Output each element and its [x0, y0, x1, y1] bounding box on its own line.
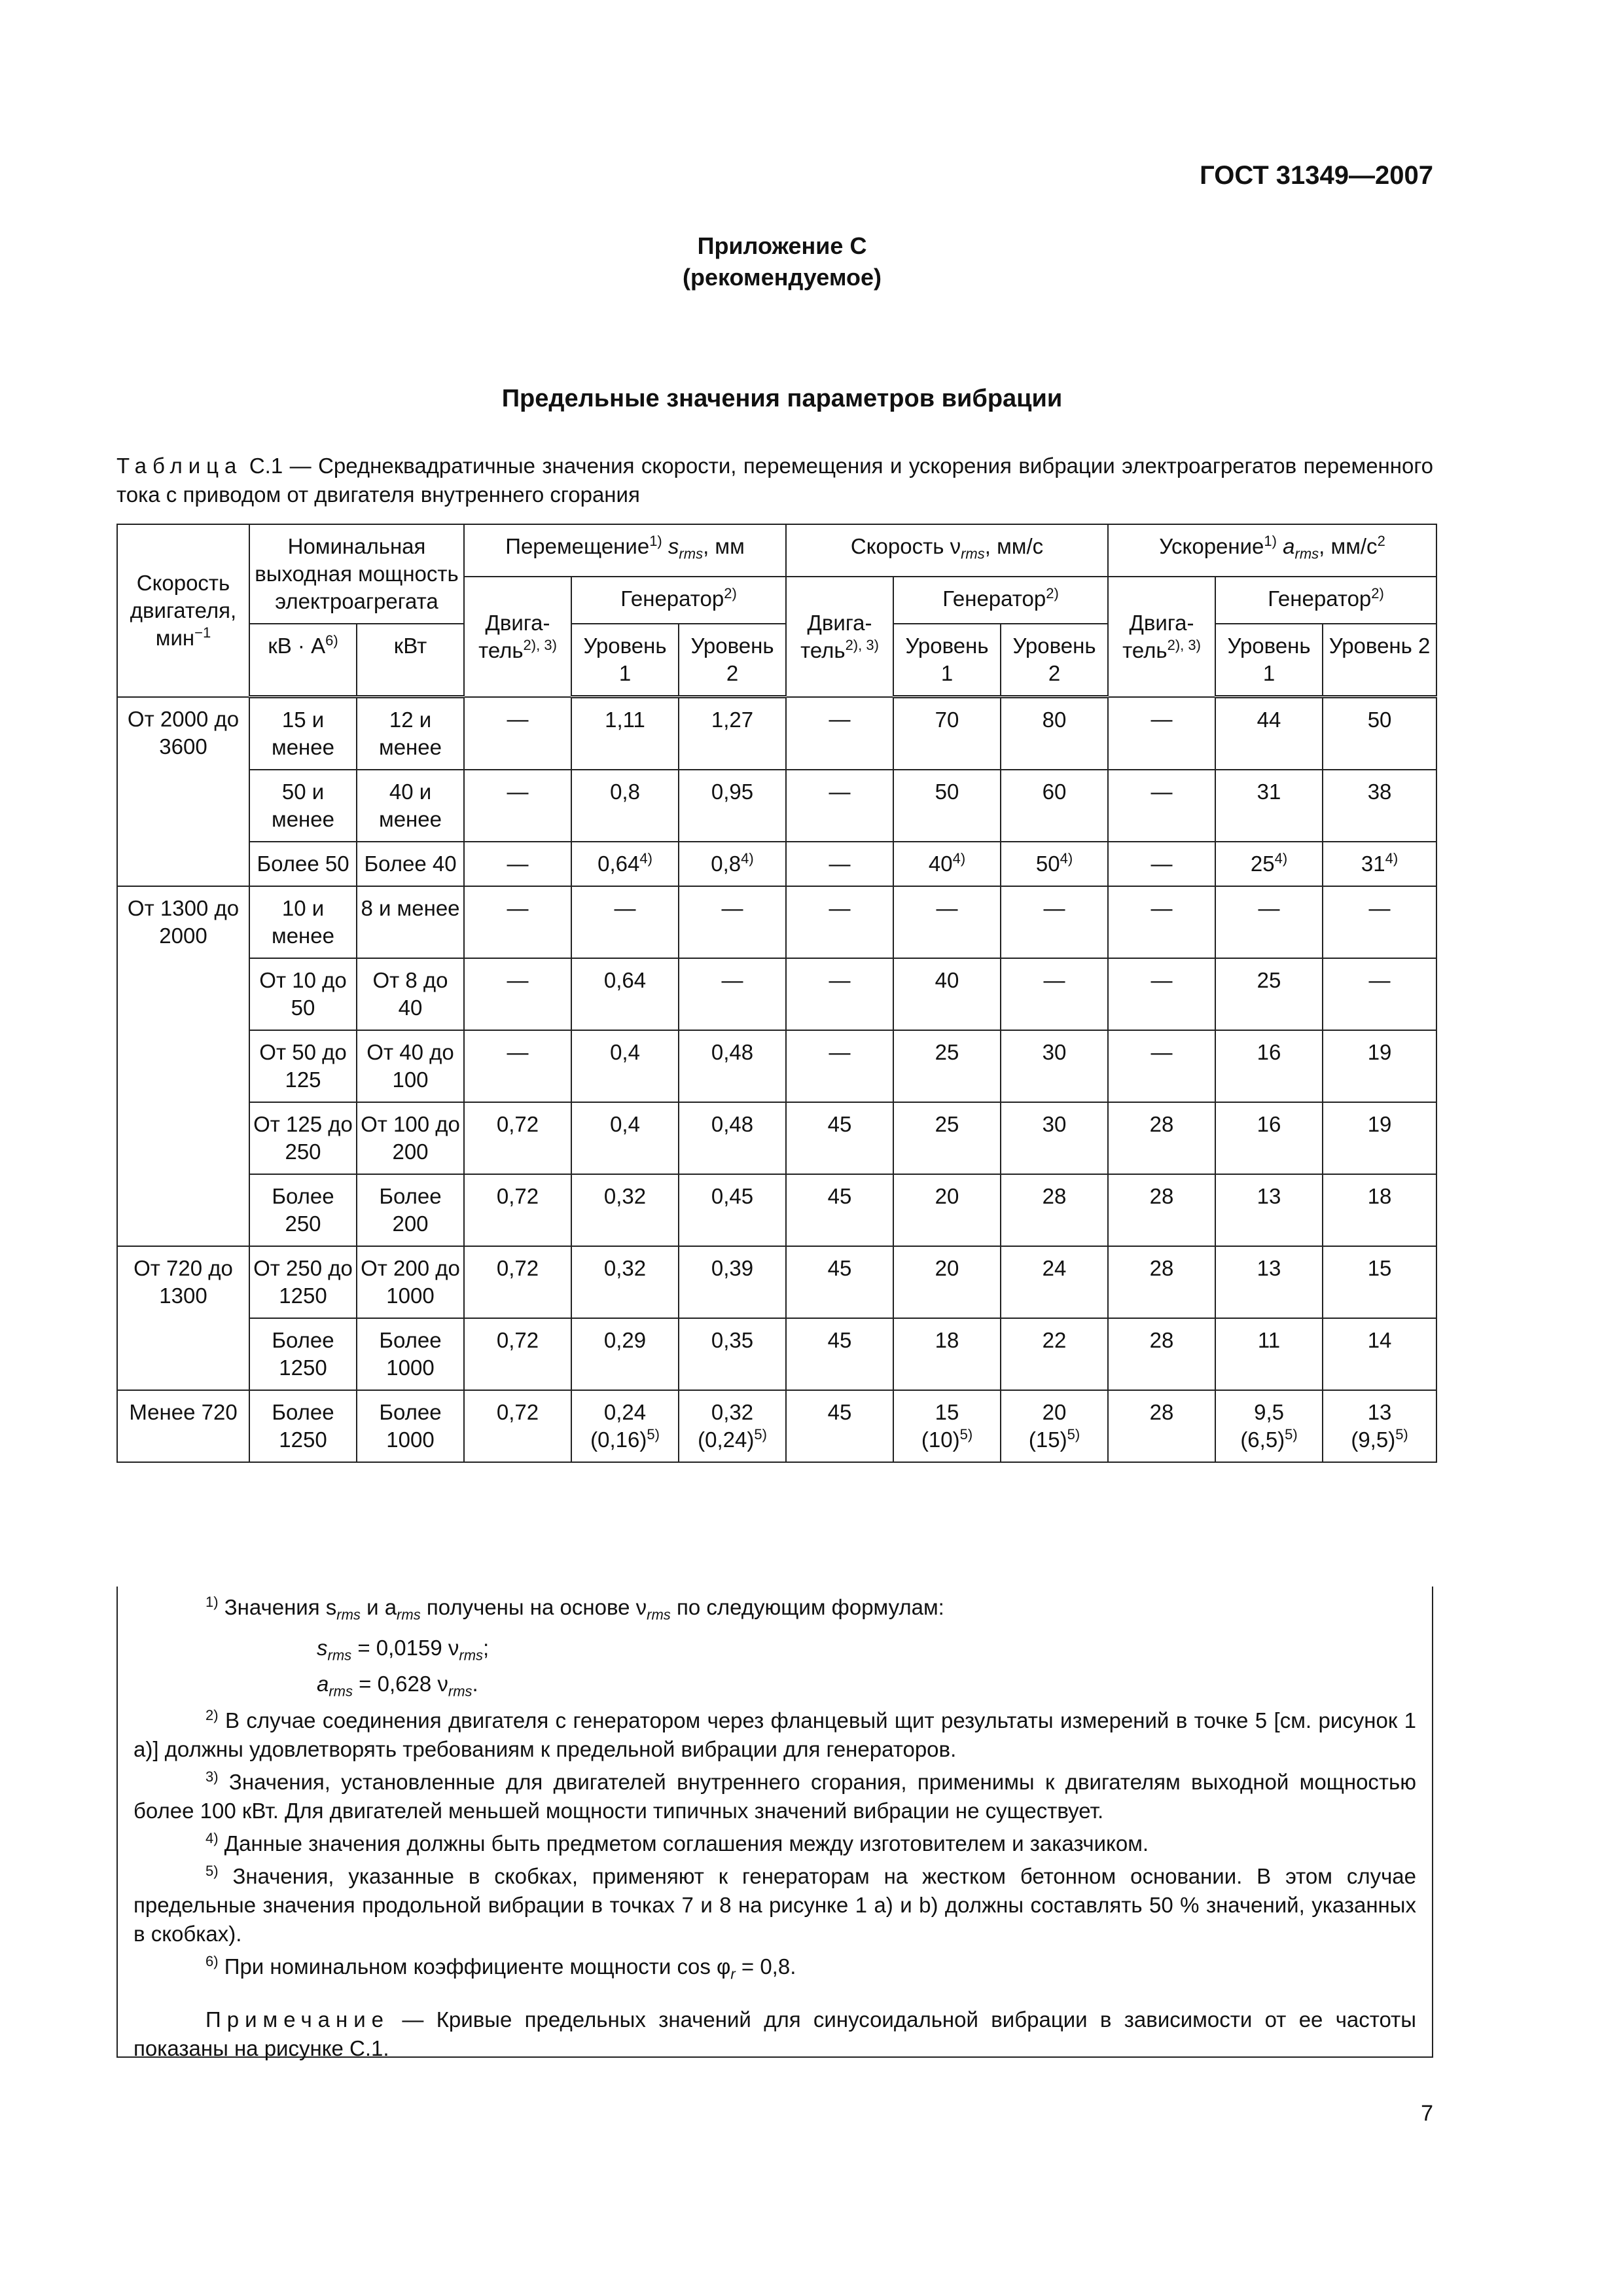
value-cell: 0,72 [464, 1390, 571, 1462]
value-cell: — [1323, 886, 1436, 958]
power-kva-cell: Более 50 [249, 842, 357, 886]
table-row [117, 770, 1436, 842]
header-generator-displacement: Генератор$^{2)}$ [571, 577, 786, 624]
power-kw-cell: От 200 до 1000 [357, 1246, 464, 1318]
value-cell: 0,72 [464, 1318, 571, 1390]
power-kw-cell: От 8 до 40 [357, 958, 464, 1030]
value-cell: 0,95 [679, 770, 786, 842]
table-row [117, 697, 1436, 770]
header-engine-speed: Скорость двигателя, мин$^{-1}$ [117, 524, 249, 697]
table-row [117, 1174, 1436, 1246]
value-cell: — [464, 842, 571, 886]
header-velocity: Скорость $\nu_{rms}$, мм/с [786, 524, 1108, 577]
formula-displacement: $s_{rms} = 0,0159$ $\nu_{rms}$; [317, 1635, 490, 1664]
header-engine-acceleration: Двига-тель$^{2), 3)}$ [1108, 577, 1215, 697]
value-cell: 0,24 $(0,16)^{5)}$ [571, 1390, 679, 1462]
value-cell: 45 [786, 1390, 893, 1462]
table-remark: Примечание — Кривые предельных значений для синусоидальной вибрации в зависимости от ее частоты показаны на рисунке С.1. [134, 2007, 1416, 2061]
value-cell: 28 [1001, 1174, 1108, 1246]
value-cell: 0,4 [571, 1030, 679, 1102]
page-number: 7 [1421, 2101, 1433, 2126]
value-cell: 0,39 [679, 1246, 786, 1318]
value-cell: — [1323, 958, 1436, 1030]
power-kw-cell: 8 и менее [357, 886, 464, 958]
value-cell: — [786, 697, 893, 770]
footnote-1: $^{1)}$ Значения $s_{rms}$ и $a_{rms}$ получены на основе $\nu_{rms}$ по следующим формулам: [205, 1594, 944, 1623]
caption-label: Таблица [116, 454, 243, 478]
table-row [117, 1030, 1436, 1102]
power-kva-cell: От 50 до 125 [249, 1030, 357, 1102]
table-row [117, 958, 1436, 1030]
value-cell: 44 [1215, 697, 1323, 770]
power-kva-cell: Более 250 [249, 1174, 357, 1246]
value-cell: 0,48 [679, 1102, 786, 1174]
value-cell: 20 $(15)^{5)}$ [1001, 1390, 1108, 1462]
table-row [117, 1390, 1436, 1462]
table-row [117, 1102, 1436, 1174]
table-footnotes [116, 1587, 1433, 2061]
value-cell: 28 [1108, 1102, 1215, 1174]
footnote-5: $^{5)}$ Значения, указанные в скобках, применяют к генераторам на жестком бетонном основании. В этом случае предельные значения продольной вибрации в точках 7 и 8 на рисунке 1 а) и b) должны составлять 50 % значений, указанных в скобках). [134, 1862, 1416, 1946]
engine-speed-cell: Менее 720 [117, 1390, 249, 1462]
value-cell: 50$^{4)}$ [1001, 842, 1108, 886]
annex-title: Приложение С [697, 232, 867, 259]
power-kw-cell: От 40 до 100 [357, 1030, 464, 1102]
annex-status: (рекомендуемое) [683, 264, 882, 291]
value-cell: 24 [1001, 1246, 1108, 1318]
power-kw-cell: Более 1000 [357, 1390, 464, 1462]
value-cell: 30 [1001, 1030, 1108, 1102]
power-kw-cell: От 100 до 200 [357, 1102, 464, 1174]
header-generator-acceleration: Генератор$^{2)}$ [1215, 577, 1436, 624]
value-cell: 45 [786, 1318, 893, 1390]
value-cell: 38 [1323, 770, 1436, 842]
power-kva-cell: 50 и менее [249, 770, 357, 842]
value-cell: 20 [893, 1174, 1001, 1246]
header-level-1: Уровень 1 [893, 624, 1001, 697]
value-cell: 0,4 [571, 1102, 679, 1174]
value-cell: 50 [893, 770, 1001, 842]
value-cell: 28 [1108, 1246, 1215, 1318]
value-cell: 0,64$^{4)}$ [571, 842, 679, 886]
value-cell: 28 [1108, 1318, 1215, 1390]
value-cell: — [1108, 1030, 1215, 1102]
value-cell: — [1215, 886, 1323, 958]
value-cell: 60 [1001, 770, 1108, 842]
power-kva-cell: От 125 до 250 [249, 1102, 357, 1174]
value-cell: 20 [893, 1246, 1001, 1318]
value-cell: 0,72 [464, 1174, 571, 1246]
value-cell: 25$^{4)}$ [1215, 842, 1323, 886]
table-row [117, 1318, 1436, 1390]
value-cell: 19 [1323, 1030, 1436, 1102]
engine-speed-cell: От 720 до 1300 [117, 1246, 249, 1390]
table-row [117, 1246, 1436, 1318]
value-cell: 19 [1323, 1102, 1436, 1174]
value-cell: 45 [786, 1102, 893, 1174]
value-cell: 25 [893, 1102, 1001, 1174]
header-level-1: Уровень 1 [571, 624, 679, 697]
value-cell: 25 [893, 1030, 1001, 1102]
value-cell: — [1001, 886, 1108, 958]
power-kva-cell: Более 1250 [249, 1318, 357, 1390]
value-cell: 0,72 [464, 1102, 571, 1174]
value-cell: 0,8 [571, 770, 679, 842]
value-cell: — [1108, 958, 1215, 1030]
value-cell: 0,35 [679, 1318, 786, 1390]
value-cell: 0,72 [464, 1246, 571, 1318]
header-engine-displacement: Двига-тель$^{2), 3)}$ [464, 577, 571, 697]
header-level-2: Уровень 2 [1323, 624, 1436, 697]
value-cell: — [1108, 886, 1215, 958]
value-cell: 80 [1001, 697, 1108, 770]
footnote-4: $^{4)}$ Данные значения должны быть предметом соглашения между изготовителем и заказчиком. [205, 1829, 1149, 1856]
value-cell: — [786, 1030, 893, 1102]
value-cell: 22 [1001, 1318, 1108, 1390]
power-kva-cell: 10 и менее [249, 886, 357, 958]
table-row [117, 886, 1436, 958]
power-kw-cell: 40 и менее [357, 770, 464, 842]
value-cell: 14 [1323, 1318, 1436, 1390]
header-level-2: Уровень 2 [1001, 624, 1108, 697]
caption-text: С.1 — Среднеквадратичные значения скорости, перемещения и ускорения вибрации электроагрегатов переменного тока с приводом от двигателя внутреннего сгорания [116, 454, 1434, 507]
table-caption [116, 452, 1433, 509]
header-level-2: Уровень 2 [679, 624, 786, 697]
header-level-1: Уровень 1 [1215, 624, 1323, 697]
value-cell: 15 $(10)^{5)}$ [893, 1390, 1001, 1462]
header-kw: кВт [357, 624, 464, 697]
value-cell: 13 [1215, 1174, 1323, 1246]
power-kw-cell: Более 40 [357, 842, 464, 886]
value-cell: — [1108, 770, 1215, 842]
table-row [117, 842, 1436, 886]
value-cell: 11 [1215, 1318, 1323, 1390]
value-cell: 16 [1215, 1102, 1323, 1174]
header-engine-velocity: Двига-тель$^{2), 3)}$ [786, 577, 893, 697]
value-cell: 28 [1108, 1390, 1215, 1462]
value-cell: — [464, 958, 571, 1030]
value-cell: 40$^{4)}$ [893, 842, 1001, 886]
engine-speed-cell: От 1300 до 2000 [117, 886, 249, 1246]
value-cell: 70 [893, 697, 1001, 770]
value-cell: 0,32 [571, 1246, 679, 1318]
value-cell: 0,8$^{4)}$ [679, 842, 786, 886]
header-acceleration: Ускорение$^{1)}$ $a_{rms}$, $мм/с^2$ [1108, 524, 1436, 577]
value-cell: 25 [1215, 958, 1323, 1030]
value-cell: 1,27 [679, 697, 786, 770]
vibration-limits-table [116, 524, 1437, 1463]
value-cell: 45 [786, 1246, 893, 1318]
power-kva-cell: От 250 до 1250 [249, 1246, 357, 1318]
power-kva-cell: 15 и менее [249, 697, 357, 770]
value-cell: 0,64 [571, 958, 679, 1030]
footnote-6: $^{6)}$ При номинальном коэффициенте мощности $\cos \varphi_r = 0,8$. [205, 1952, 796, 1982]
value-cell: — [464, 770, 571, 842]
value-cell: 40 [893, 958, 1001, 1030]
value-cell: 31$^{4)}$ [1323, 842, 1436, 886]
annex-heading [0, 230, 1564, 293]
footnote-2: $^{2)}$ В случае соединения двигателя с генератором через фланцевый щит результаты измерений в точке 5 [см. рисунок 1 а)] должны удовлетворять требованиям к предельной вибрации для генераторов. [134, 1706, 1417, 1761]
value-cell: — [786, 770, 893, 842]
value-cell: 16 [1215, 1030, 1323, 1102]
value-cell: 13 $(9,5)^{5)}$ [1323, 1390, 1436, 1462]
header-generator-velocity: Генератор$^{2)}$ [893, 577, 1108, 624]
value-cell: 0,32 $(0,24)^{5)}$ [679, 1390, 786, 1462]
header-kva: кВ · $А^{6)}$ [249, 624, 357, 697]
value-cell: — [679, 886, 786, 958]
value-cell: 18 [1323, 1174, 1436, 1246]
value-cell: — [679, 958, 786, 1030]
value-cell: — [464, 1030, 571, 1102]
value-cell: 0,29 [571, 1318, 679, 1390]
footnote-3: $^{3)}$ Значения, установленные для двигателей внутреннего сгорания, применимы к двигателям выходной мощностью более 100 кВт. Для двигателей меньшей мощности типичных значений вибрации не существует. [134, 1768, 1416, 1823]
power-kva-cell: Более 1250 [249, 1390, 357, 1462]
value-cell: 28 [1108, 1174, 1215, 1246]
value-cell: — [786, 886, 893, 958]
power-kw-cell: Более 200 [357, 1174, 464, 1246]
value-cell: 0,48 [679, 1030, 786, 1102]
value-cell: 0,32 [571, 1174, 679, 1246]
value-cell: 31 [1215, 770, 1323, 842]
value-cell: 0,45 [679, 1174, 786, 1246]
power-kva-cell: От 10 до 50 [249, 958, 357, 1030]
value-cell: — [1108, 842, 1215, 886]
value-cell: — [786, 958, 893, 1030]
header-displacement: Перемещение$^{1)}$ $s_{rms}$, мм [464, 524, 786, 577]
engine-speed-cell: От 2000 до 3600 [117, 697, 249, 887]
standard-number: ГОСТ 31349—2007 [1200, 161, 1433, 190]
value-cell: — [464, 886, 571, 958]
value-cell: 1,11 [571, 697, 679, 770]
value-cell: — [571, 886, 679, 958]
value-cell: 50 [1323, 697, 1436, 770]
value-cell: — [786, 842, 893, 886]
value-cell: — [464, 697, 571, 770]
value-cell: 9,5 $(6,5)^{5)}$ [1215, 1390, 1323, 1462]
power-kw-cell: 12 и менее [357, 697, 464, 770]
value-cell: — [893, 886, 1001, 958]
formula-acceleration: $a_{rms} = 0,628$ $\nu_{rms}$. [317, 1672, 478, 1700]
value-cell: 45 [786, 1174, 893, 1246]
value-cell: 30 [1001, 1102, 1108, 1174]
value-cell: — [1001, 958, 1108, 1030]
value-cell: 13 [1215, 1246, 1323, 1318]
value-cell: — [1108, 697, 1215, 770]
section-title: Предельные значения параметров вибрации [501, 385, 1063, 412]
value-cell: 18 [893, 1318, 1001, 1390]
power-kw-cell: Более 1000 [357, 1318, 464, 1390]
header-rated-power: Номинальная выходная мощность электроагрегата [249, 524, 464, 624]
value-cell: 15 [1323, 1246, 1436, 1318]
